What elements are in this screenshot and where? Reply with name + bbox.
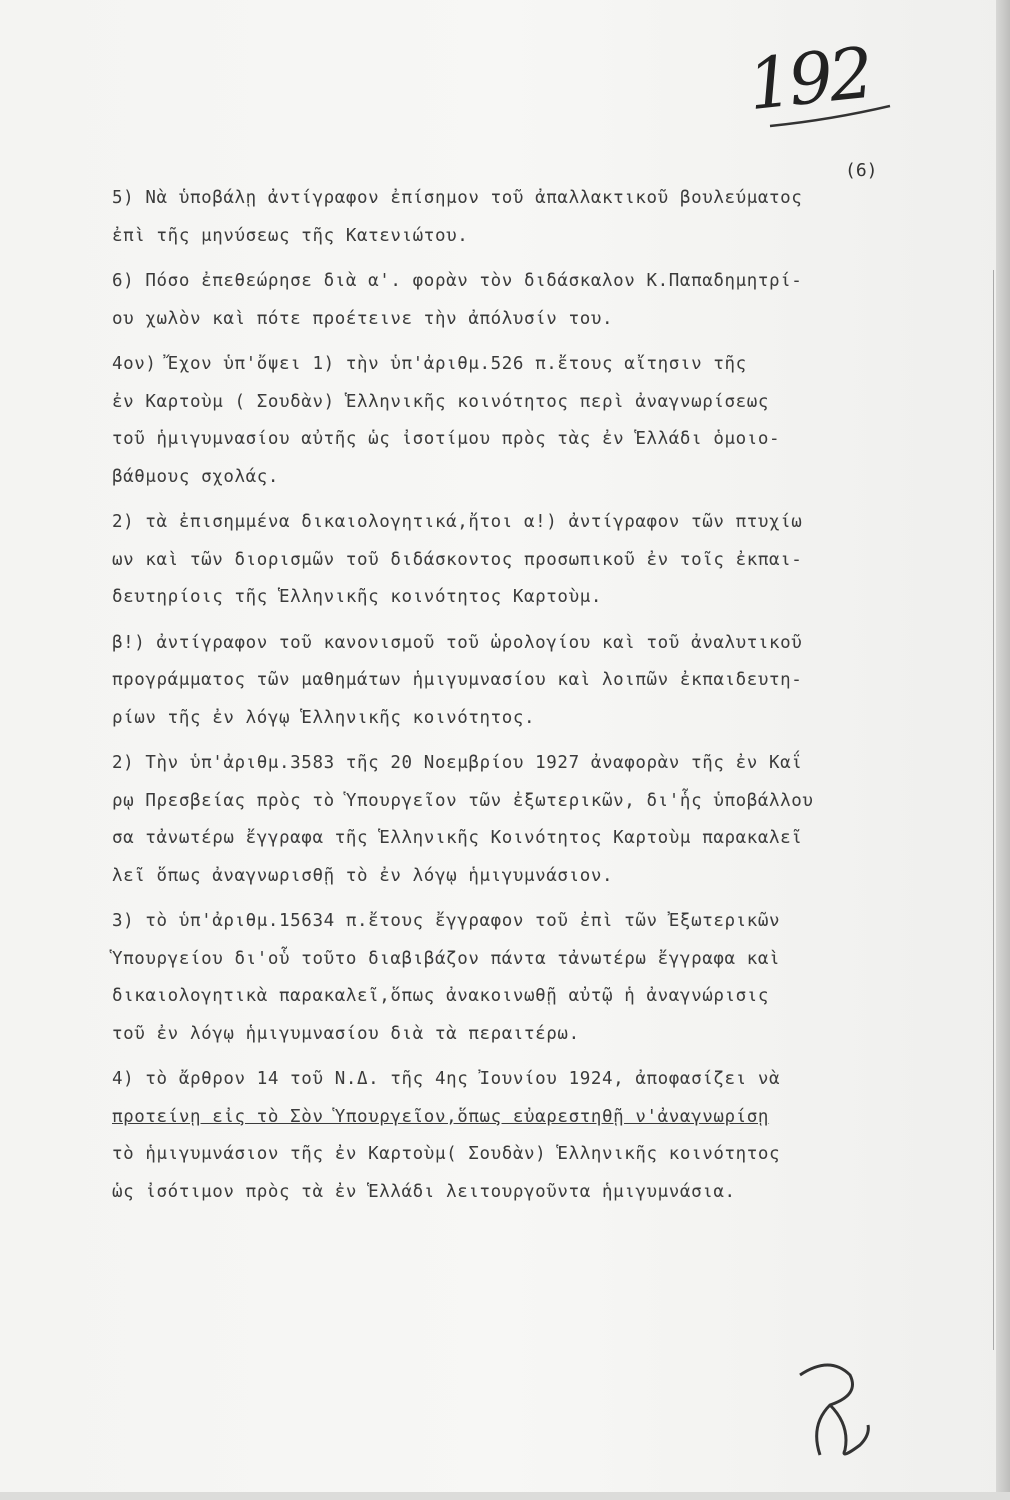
text-line: β!) ἀντίγραφον τοῦ κανονισμοῦ τοῦ ὡρολογίου καὶ τοῦ ἀναλυτικοῦ [112,632,803,653]
text-line: 4) τὸ ἄρθρον 14 τοῦ Ν.Δ. τῆς 4ης Ἰουνίου 1924, ἀποφασίζει νὰ [112,1069,781,1089]
margin-line [993,270,994,1350]
text-line: βάθμους σχολάς. [112,466,280,487]
page-edge-shadow [996,0,1010,1500]
text-line: 3) τὸ ὑπ'ἀριθμ.15634 π.ἔτους ἔγγραφον τοῦ ἐπὶ τῶν Ἐξωτερικῶν [112,911,781,931]
document-body [112,180,992,1211]
text-line: ου χωλὸν καὶ πότε προέτεινε τὴν ἀπόλυσίν του. [112,308,614,329]
folio-number-text: 192 [744,31,874,127]
text-line: τοῦ ἐν λόγῳ ἡμιγυμνασίου διὰ τὰ περαιτέρω. [112,1023,580,1044]
text-line: ρίων τῆς ἐν λόγῳ Ἑλληνικῆς κοινότητος. [112,707,536,728]
folio-underline [740,28,900,148]
text-line: λεῖ ὅπως ἀναγνωρισθῇ τὸ ἐν λόγῳ ἡμιγυμνάσιον. [112,865,614,886]
handwritten-signature [790,1355,880,1465]
text-line: ἐπὶ τῆς μηνύσεως τῆς Κατενιώτου. [112,225,469,246]
text-line: τὸ ἡμιγυμνάσιον τῆς ἐν Καρτοὺμ( Σουδὰν) Ἑλληνικῆς κοινότητος [112,1144,781,1164]
folio-number [740,28,900,148]
text-line: 2) Τὴν ὑπ'ἀριθμ.3583 τῆς 20 Νοεμβρίου 1927 ἀναφορὰν τῆς ἐν Καΐ [112,753,803,773]
text-line: 2) τὰ ἐπισημμένα δικαιολογητικά,ἤτοι α!) ἀντίγραφον τῶν πτυχίω [112,512,803,532]
text-line: δικαιολογητικὰ παρακαλεῖ,ὅπως ἀνακοινωθῇ αὐτῷ ἡ ἀναγνώρισις [112,986,770,1006]
text-line: ἐν Καρτοὺμ ( Σουδὰν) Ἑλληνικῆς κοινότητος περὶ ἀναγνωρίσεως [112,391,770,412]
text-line: ὡς ἰσότιμον πρὸς τὰ ἐν Ἑλλάδι λειτουργοῦντα ἡμιγυμνάσια. [112,1181,736,1202]
text-line: προγράμματος τῶν μαθημάτων ἡμιγυμνασίου καὶ λοιπῶν ἐκπαιδευτη- [112,670,803,690]
page-number: (6) [845,160,878,181]
page-bottom-edge [0,1492,1010,1500]
text-line: 6) Πόσο ἐπεθεώρησε διὰ α'. φορὰν τὸν διδάσκαλον Κ.Παπαδημητρί- [112,271,803,291]
text-line: δευτηρίοις τῆς Ἑλληνικῆς κοινότητος Καρτοὺμ. [112,587,602,607]
text-line: προτείνῃ εἰς τὸ Σὸν Ὑπουργεῖον,ὅπως εὐαρεστηθῇ ν'ἀναγνωρίσῃ [112,1106,770,1127]
text-line: σα τἀνωτέρω ἔγγραφα τῆς Ἑλληνικῆς Κοινότητος Καρτοὺμ παρακαλεῖ [112,828,803,848]
text-line: 4ον) Ἔχον ὑπ'ὄψει 1) τὴν ὑπ'ἀριθμ.526 π.ἔτους αἴτησιν τῆς [112,354,747,374]
text-line: 5) Νὰ ὑποβάλῃ ἀντίγραφον ἐπίσημον τοῦ ἀπαλλακτικοῦ βουλεύματος [112,188,803,208]
text-line: ων καὶ τῶν διορισμῶν τοῦ διδάσκοντος προσωπικοῦ ἐν τοῖς ἐκπαι- [112,549,803,570]
text-line: τοῦ ἡμιγυμνασίου αὐτῆς ὡς ἰσοτίμου πρὸς τὰς ἐν Ἑλλάδι ὁμοιο- [112,429,781,449]
text-line: Ὑπουργείου δι'οὗ τοῦτο διαβιβάζον πάντα τἀνωτέρω ἔγγραφα καὶ [112,948,781,969]
text-line: ρῳ Πρεσβείας πρὸς τὸ Ὑπουργεῖον τῶν ἐξωτερικῶν, δι'ἧς ὑποβάλλου [112,790,814,811]
